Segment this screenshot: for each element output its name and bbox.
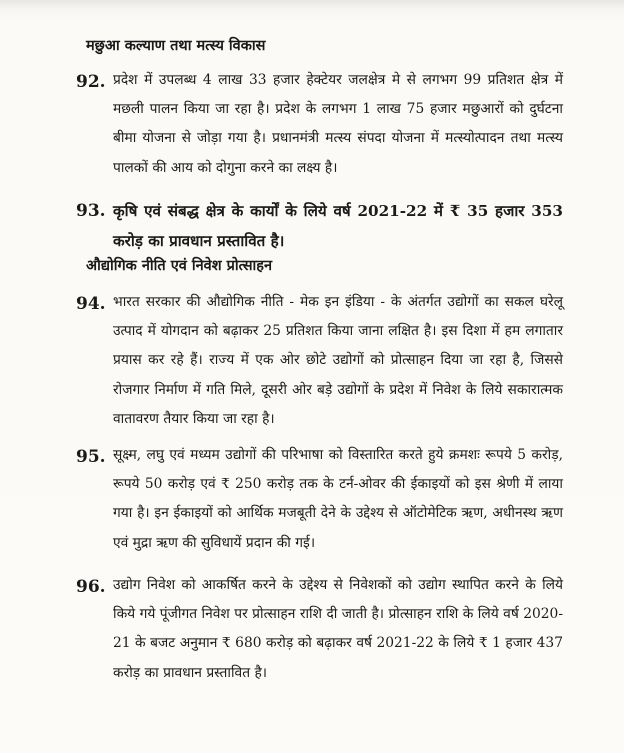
- paragraph-number: 96.: [76, 577, 106, 597]
- section-heading-fisheries: मछुआ कल्याण तथा मत्स्य विकास: [86, 37, 266, 54]
- paragraph-text: कृषि एवं संबद्ध क्षेत्र के कार्यों के लिये वर्ष 2021-22 में ₹ 35 हजार 353 करोड़ का प्रावधान प्रस्तावित है।: [113, 202, 563, 250]
- paragraph-text: प्रदेश में उपलब्ध 4 लाख 33 हजार हेक्टेयर जलक्षेत्र मे से लगभग 99 प्रतिशत क्षेत्र में मछली पालन किया जा रहा है। प्रदेश के लगभग 1 लाख 75 हजार मछुआरों को दुर्घटना बीमा योजना से जोड़ा गया है। प्रधानमंत्री मत्स्य संपदा योजना में मत्स्योत्पादन तथा मत्स्य पालकों की आय को दोगुना करने का लक्ष्य है।: [113, 72, 563, 176]
- section-heading-industrial-policy: औद्योगिक नीति एवं निवेश प्रोत्साहन: [86, 257, 273, 274]
- paragraph-number: 95.: [76, 447, 106, 467]
- paragraph-number: 94.: [76, 294, 106, 314]
- paragraph-text: उद्योग निवेश को आकर्षित करने के उद्देश्य से निवेशकों को उद्योग स्थापित करने के लिये किये गये पूंजीगत निवेश पर प्रोत्साहन राशि दी जाती है। प्रोत्साहन राशि के लिये वर्ष 2020-21 के बजट अनुमान ₹ 680 करोड़ को बढ़ाकर वर्ष 2021-22 के लिये ₹ 1 हजार 437 करोड़ का प्रावधान प्रस्तावित है।: [113, 577, 563, 681]
- paragraph-number: 92.: [76, 72, 106, 92]
- paragraph-text: सूक्ष्म, लघु एवं मध्यम उद्योगों की परिभाषा को विस्तारित करते हुये क्रमशः रूपये 5 करोड़, रूपये 50 करोड़ एवं ₹ 250 करोड़ तक के टर्न-ओवर की ईकाइयों को इस श्रेणी में लाया गया है। इन ईकाइयों को आर्थिक मजबूती देने के उद्देश्य से ऑटोमेटिक ऋण, अधीनस्थ ऋण एवं मुद्रा ऋण की सुविधायें प्रदान की गई।: [113, 447, 563, 551]
- paragraph-number: 93.: [76, 201, 106, 221]
- paragraph-text: भारत सरकार की औद्योगिक नीति - मेक इन इंडिया - के अंतर्गत उद्योगों का सकल घरेलू उत्पाद में योगदान को बढ़ाकर 25 प्रतिशत किया जाना लक्षित है। इस दिशा में हम लगातार प्रयास कर रहे हैं। राज्य में एक ओर छोटे उद्योगों को प्रोत्साहन दिया जा रहा है, जिससे रोजगार निर्माण में गति मिले, दूसरी ओर बड़े उद्योगों के प्रदेश में निवेश के लिये सकारात्मक वातावरण तैयार किया जा रहा है।: [113, 294, 563, 427]
- page-edge-shadow: [0, 0, 624, 10]
